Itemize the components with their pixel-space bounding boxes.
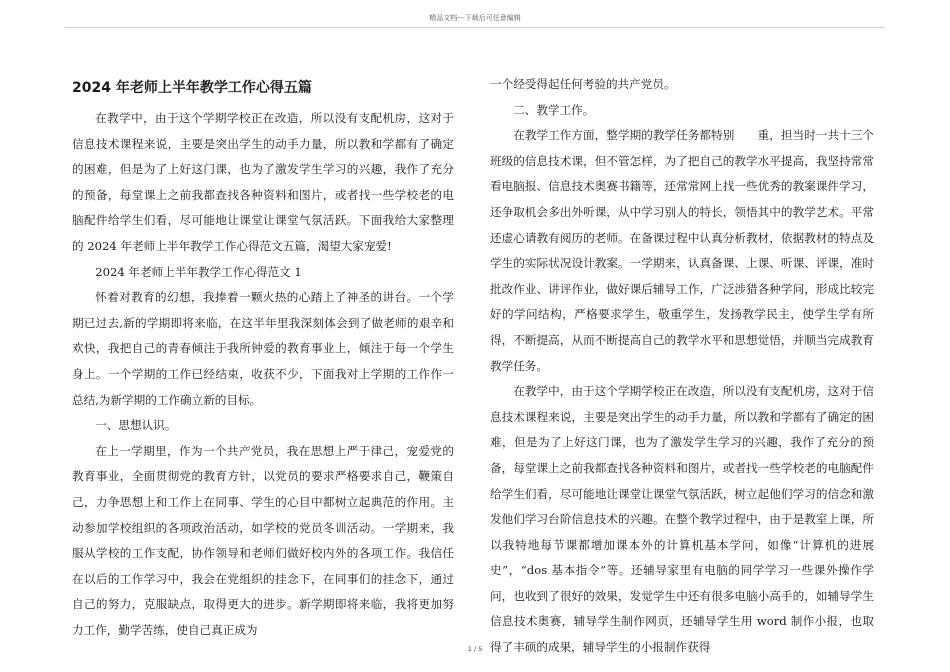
- left-column: [72, 72, 454, 643]
- section-heading-essay-1: 2024 年老师上半年教学工作心得范文 1: [95, 264, 302, 279]
- page-header: 精品文档---下载后可任意编辑: [429, 14, 521, 22]
- body-paragraph: 在上一学期里，作为一个共产党员，我在思想上严于律己，宠爱党的教育事业，全面贯彻党的教育方针，以党员的要求严格要求自己，鞭策自己，力争思想上和工作上在同事、学生的心目中都树立起典范的作用。主动参加学校组织的各项政治活动，如学校的党员冬训活动。一学期来，我服从学校的工作支配，协作领导和老师们做好校内外的各项工作。我信任在以后的工作学习中，我会在党组织的挂念下，在同事们的挂念下，通过自己的努力，克服缺点，取得更大的进步。新学期即将来临，我将更加努力工作，勤学苦练，使自己真正成为: [72, 443, 454, 637]
- body-paragraph: 在教学中，由于这个学期学校正在改造，所以没有支配机房，这对于信息技术课程来说，主要是突出学生的动手力量，所以教和学都有了确定的困难，但是为了上好这门课，也为了激发学生学习的兴趣，我作了充分的预备，每堂课上之前我都查找各种资料和图片，或者找一些学校老的电脑配件给学生们看，尽可能地让课堂让课堂气氛活跃，树立起他们学习的信念和激发他们学习台阶信息技术的兴趣。在整个教学过程中，由于是教室上课，所以我特地每节课都增加课本外的计算机基本学问，如像“计算机的进展史”，“dos 基本指令”等。还辅导家里有电脑的同学学习一些课外操作学问，也收到了很好的效果，发觉学生中还有很多电脑小高手的，如辅导学生信息技术奥赛，辅导学生制作网页，还辅导学生用 word 制作小报，也取得了丰硕的成果，辅导学生的小报制作获得: [490, 384, 874, 655]
- subheading-teaching-work: 二、教学工作。: [513, 102, 595, 117]
- subheading-ideology: 一、思想认识。: [95, 418, 177, 433]
- document-title: 2024 年老师上半年教学工作心得五篇: [72, 80, 312, 96]
- intro-paragraph: 在教学中，由于这个学期学校正在改造，所以没有支配机房，这对于信息技术课程来说，主要是突出学生的动手力量，所以教和学都有了确定的困难，但是为了上好这门课，也为了激发学生学习的兴趣，我作了充分的预备，每堂课上之前我都查找各种资料和图片，或者找一些学校老的电脑配件给学生们看，尽可能地让课堂让课堂气氛活跃。下面我给大家整理的 2024 年老师上半年教学工作心得范文五篇，渴望大家宠爱!: [72, 111, 454, 253]
- body-paragraph: 怀着对教育的幻想，我捧着一颗火热的心踏上了神圣的讲台。一个学期已过去,新的学期即将来临，在这半年里我深刻体会到了做老师的艰辛和欢快，我把自己的青春倾注于我所钟爱的教育事业上，倾注于每一个学生身上。一个学期的工作已经结束，收获不少，下面我对上学期的工作作一总结,为新学期的工作确立新的目标。: [72, 290, 454, 407]
- right-column: [490, 72, 874, 661]
- page-number: 1 / 5: [467, 645, 483, 653]
- header-divider: [65, 27, 885, 28]
- body-paragraph: 在教学工作方面，整学期的教学任务都特别 重，担当时一共十三个班级的信息技术课，但不管怎样，为了把自己的教学水平提高，我坚持常常看电脑报、信息技术奥赛书籍等，还常常网上找一些优秀的教案课件学习，还争取机会多出外听课，从中学习别人的特长，领悟其中的教学艺术。平常还虚心请教有阅历的老师。在备课过程中认真分析教材，依据教材的特点及学生的实际状况设计教案。一学期来，认真备课、上课、听课、评课，准时批改作业、讲评作业，做好课后辅导工作，广泛涉猎各种学问，形成比较完好的学问结构，严格要求学生，敬重学生，发扬教学民主，使学生学有所得，不断提高，从而不断提高自己的教学水平和思想觉悟，并顺当完成教育教学任务。: [490, 128, 874, 373]
- continued-paragraph: 一个经受得起任何考验的共产党员。: [490, 77, 676, 91]
